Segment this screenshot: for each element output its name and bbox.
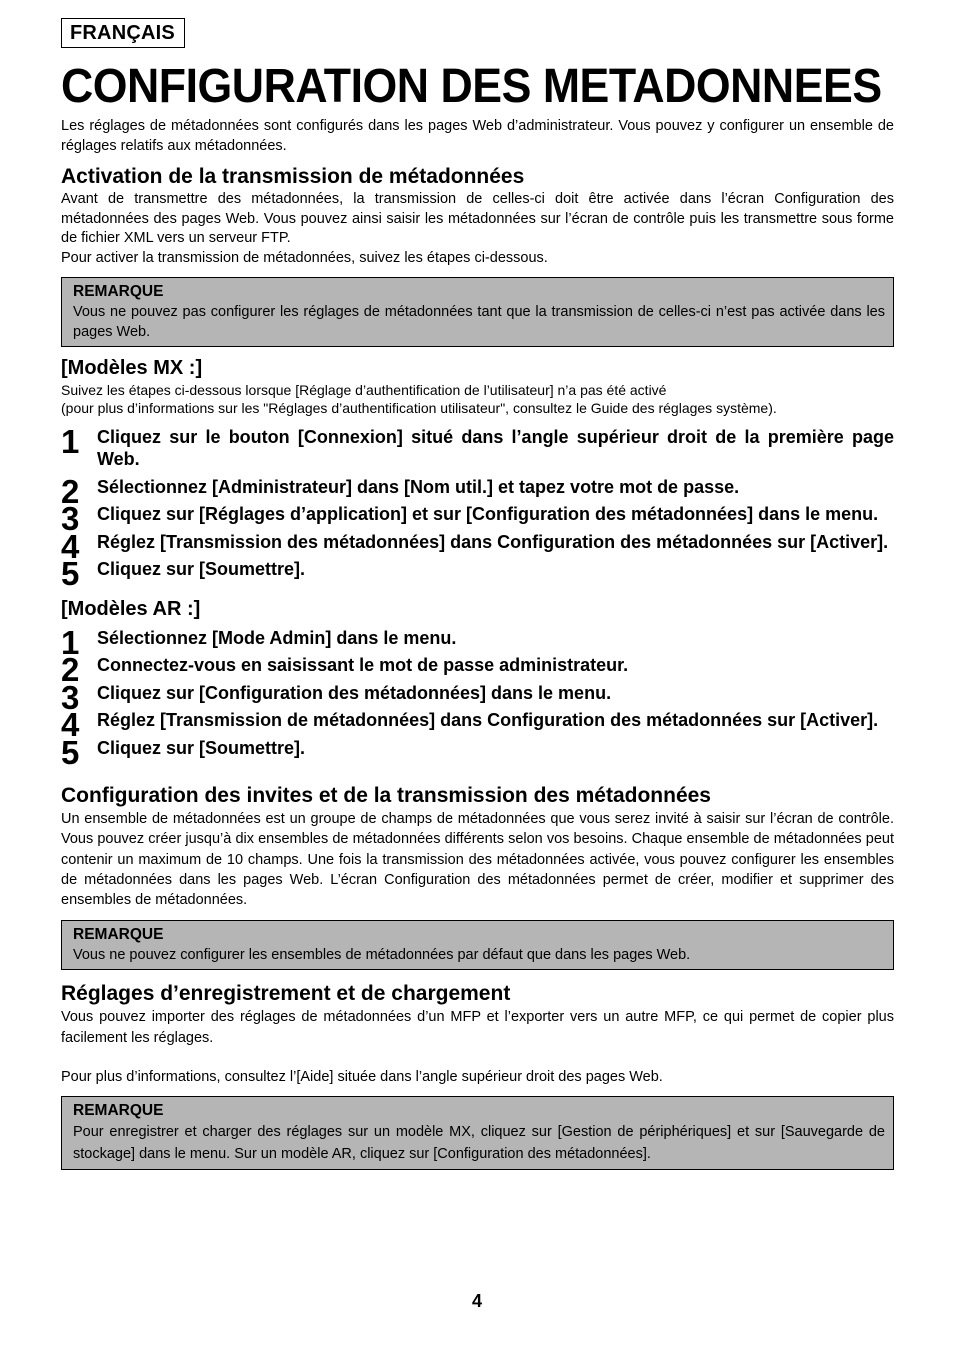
mx-condition-line: Suivez les étapes ci-dessous lorsque [Réglage d’authentification de l’utilisateur] n’a pas été activé (61, 381, 667, 398)
step-text: Réglez [Transmission des métadonnées] dans Configuration des métadonnées sur [Activer]. (97, 531, 889, 552)
note-text: Pour enregistrer et charger des réglages sur un modèle MX, cliquez sur [Gestion de périphériques] et sur [Sauvegarde de stockage] dans le menu. Sur un modèle AR, cliquez sur [Configuration des métadonnées]. (73, 1124, 885, 1163)
step-text: Cliquez sur [Configuration des métadonnées] dans le menu. (97, 682, 612, 703)
step-text: Cliquez sur [Réglages d’application] et sur [Configuration des métadonnées] dans le menu. (97, 504, 879, 525)
step-number: 4 (61, 706, 80, 744)
step-number: 2 (61, 472, 80, 510)
mx-step (61, 500, 894, 538)
note-box-invites (61, 920, 894, 970)
page-number: 4 (471, 1291, 482, 1311)
ar-step (61, 706, 894, 744)
note-title: REMARQUE (73, 1102, 164, 1120)
note-title: REMARQUE (73, 925, 164, 943)
note-box-activation (61, 277, 894, 347)
invites-heading: Configuration des invites et de la transmission des métadonnées (61, 784, 711, 808)
ar-models-heading: [Modèles AR :] (61, 597, 201, 620)
mx-reference-line: (pour plus d’informations sur les "Réglages d’authentification utilisateur", consultez le Guide des réglages système). (61, 400, 777, 417)
step-number: 2 (61, 651, 80, 689)
step-number: 5 (61, 555, 80, 593)
activation-paragraph-steps: Pour activer la transmission de métadonnées, suivez les étapes ci-dessous. (61, 249, 548, 266)
step-text: Cliquez sur [Soumettre]. (97, 737, 306, 758)
mx-models-heading: [Modèles MX :] (61, 356, 203, 379)
step-text: Sélectionnez [Mode Admin] dans le menu. (97, 627, 457, 648)
mx-step (61, 422, 894, 471)
ar-step (61, 623, 894, 661)
note-title: REMARQUE (73, 282, 164, 300)
saving-paragraph: Vous pouvez importer des réglages de métadonnées d’un MFP et l’exporter vers un autre MFP, ce qui permet de copier plus facilement les réglages. (61, 1008, 894, 1046)
saving-help-paragraph: Pour plus d’informations, consultez l’[Aide] située dans l’angle supérieur droit des pages Web. (61, 1068, 663, 1085)
step-text: Réglez [Transmission de métadonnées] dans Configuration des métadonnées sur [Activer]. (97, 710, 879, 731)
mx-steps-list (61, 422, 894, 593)
mx-step (61, 472, 894, 510)
step-number: 1 (61, 623, 80, 661)
ar-step (61, 733, 894, 771)
step-text: Cliquez sur le bouton [Connexion] situé dans l’angle supérieur droit de la première page Web. (97, 426, 894, 470)
step-text: Connectez-vous en saisissant le mot de passe administrateur. (97, 655, 629, 676)
mx-step (61, 555, 894, 593)
language-tag: FRANÇAIS (61, 18, 185, 48)
step-text: Sélectionnez [Administrateur] dans [Nom util.] et tapez votre mot de passe. (97, 476, 740, 497)
page-title: CONFIGURATION DES METADONNEES (61, 60, 882, 113)
invites-paragraph: Un ensemble de métadonnées est un groupe de champs de métadonnées que vous serez invité à saisir sur l’écran de contrôle. Vous pouvez créer jusqu’à dix ensembles de métadonnées différents selon vos besoins. Chaque ensemble de métadonnées peut contenir un maximum de 10 champs. Une fois la transmission des métadonnées activée, vous pouvez configurer les ensembles de métadonnées dans les pages Web. L’écran Configuration des métadonnées permet de créer, modifier et supprimer des ensembles de métadonnées. (61, 811, 894, 909)
step-text: Cliquez sur [Soumettre]. (97, 559, 306, 580)
ar-step (61, 651, 894, 689)
activation-heading: Activation de la transmission de métadonnées (61, 165, 525, 189)
ar-step (61, 678, 894, 716)
mx-step (61, 527, 894, 565)
ar-steps-list (61, 623, 894, 771)
note-text: Vous ne pouvez configurer les ensembles de métadonnées par défaut que dans les pages Web. (73, 946, 691, 963)
page-content (61, 18, 894, 1170)
step-number: 5 (61, 733, 80, 771)
step-number: 4 (61, 527, 80, 565)
note-box-saving (61, 1096, 894, 1170)
step-number: 1 (61, 422, 80, 460)
intro-paragraph: Les réglages de métadonnées sont configurés dans les pages Web d’administrateur. Vous pouvez y configurer un ensemble de réglages relatifs aux métadonnées. (61, 118, 894, 154)
activation-paragraph: Avant de transmettre des métadonnées, la transmission de celles-ci doit être activée dans l’écran Configuration des métadonnées des pages Web. Vous pouvez ainsi saisir les métadonnées sur l’écran de contrôle puis les transmettre sous forme de fichier XML vers un serveur FTP. (61, 191, 894, 247)
saving-heading: Réglages d’enregistrement et de chargement (61, 981, 511, 1005)
note-text: Vous ne pouvez pas configurer les réglages de métadonnées tant que la transmission de celles-ci n’est pas activée dans les pages Web. (73, 303, 885, 340)
step-number: 3 (61, 678, 80, 716)
step-number: 3 (61, 500, 80, 538)
